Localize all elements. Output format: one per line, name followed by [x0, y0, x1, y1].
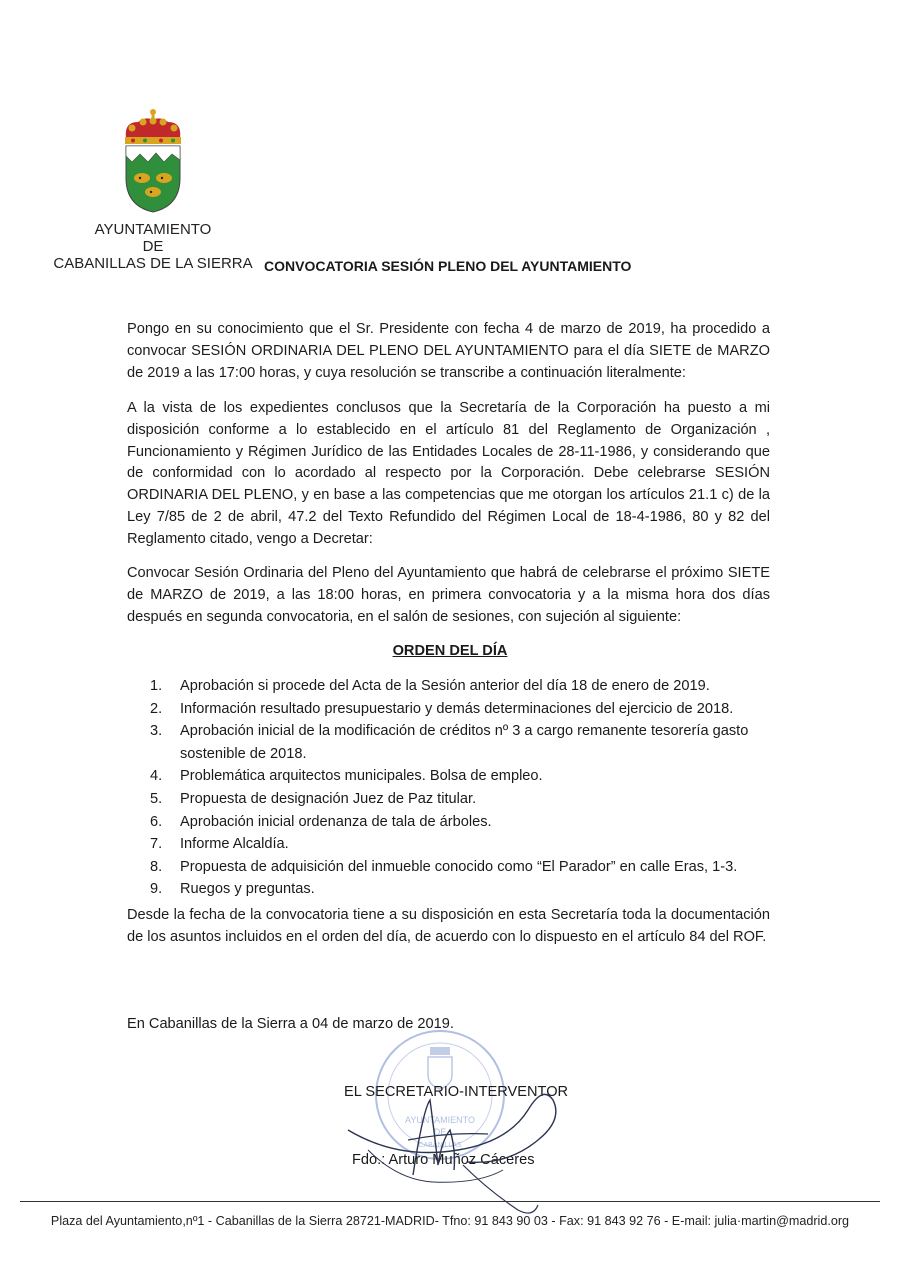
coat-of-arms-logo — [118, 108, 188, 216]
signer-role: EL SECRETARIO-INTERVENTOR — [344, 1084, 569, 1100]
org-name-line-3: CABANILLAS DE LA SIERRA — [53, 255, 253, 272]
paragraph-decree: A la vista de los expedientes conclusos que la Secretaría de la Corporación ha puesto a mi disposición conforme a lo establecido en el artículo 81 del Reglamento de Organización , Funcionamiento y Régimen Jurídico de las Entidades Locales de 28-11-1986, y considerando que de conformidad con lo acordado al respecto por la Corporación. Debe celebrarse SESIÓN ORDINARIA DEL PLENO, y en base a las competencias que me otorgan los artículos 21.1 c) de la Ley 7/85 de 2 de abril, 47.2 del Texto Refundido del Régimen Local de 18-4-1986, 80 y 82 del Reglamento citado, vengo a Decretar: — [127, 400, 770, 547]
footer-divider — [20, 1201, 880, 1202]
document-title: CONVOCATORIA SESIÓN PLENO DEL AYUNTAMIENTO — [264, 258, 632, 274]
agenda-list — [150, 675, 790, 901]
paragraph-documentation: Desde la fecha de la convocatoria tiene a su disposición en esta Secretaría toda la documentación de los asuntos incluidos en el orden del día, de acuerdo con lo dispuesto en el artículo 84 del ROF. — [127, 907, 770, 945]
agenda-item-text: Informe Alcaldía. — [180, 836, 289, 853]
agenda-item-text: Aprobación inicial ordenanza de tala de árboles. — [180, 813, 492, 830]
paragraph-convocation: Convocar Sesión Ordinaria del Pleno del Ayuntamiento que habrá de celebrarse el próximo SIETE de MARZO de 2019, a las 18:00 horas, en primera convocatoria y a la misma hora dos días después en segunda convocatoria, en el salón de sesiones, con sujeción al siguiente: — [127, 565, 770, 625]
agenda-item-number: 2. — [150, 700, 163, 717]
agenda-item-text: Problemática arquitectos municipales. Bolsa de empleo. — [180, 768, 543, 785]
agenda-item-number: 8. — [150, 858, 163, 875]
agenda-item-text: Ruegos y preguntas. — [180, 881, 315, 898]
agenda-item-number: 1. — [150, 678, 163, 694]
organization-name — [44, 221, 262, 272]
date-line: En Cabanillas de la Sierra a 04 de marzo de 2019. — [127, 1016, 454, 1032]
agenda-title: ORDEN DEL DÍA — [392, 643, 508, 659]
agenda-item — [150, 878, 790, 901]
agenda-item-text: Propuesta de adquisición del inmueble conocido como “El Parador” en calle Eras, 1-3. — [180, 858, 738, 875]
agenda-item — [150, 720, 790, 765]
agenda-item-number: 7. — [150, 836, 163, 853]
handwritten-signature — [338, 1070, 588, 1220]
agenda-item-number: 3. — [150, 723, 163, 740]
agenda-item — [150, 811, 790, 834]
agenda-item-number: 9. — [150, 881, 163, 898]
svg-text:DE: DE — [433, 1127, 447, 1137]
svg-text:AYUNTAMIENTO: AYUNTAMIENTO — [404, 1115, 476, 1125]
agenda-item-text: Propuesta de designación Juez de Paz titular. — [180, 790, 477, 807]
agenda-item-text: Información resultado presupuestario y demás determinaciones del ejercicio de 2018. — [180, 700, 734, 717]
org-name-line-1: AYUNTAMIENTO — [94, 221, 212, 238]
agenda-item — [150, 765, 790, 788]
svg-text:CABANILLAS: CABANILLAS — [418, 1142, 462, 1149]
agenda-item — [150, 698, 790, 721]
agenda-item-text: Aprobación si procede del Acta de la Sesión anterior del día 18 de enero de 2019. — [180, 678, 710, 694]
agenda-item — [150, 856, 790, 879]
agenda-item — [150, 833, 790, 856]
agenda-item-number: 4. — [150, 768, 163, 785]
agenda-item — [150, 788, 790, 811]
agenda-item-number: 5. — [150, 790, 163, 807]
paragraph-notice: Pongo en su conocimiento que el Sr. Presidente con fecha 4 de marzo de 2019, ha procedido a convocar SESIÓN ORDINARIA DEL PLENO DEL AYUNTAMIENTO para el día SIETE de MARZO de 2019 a las 17:00 horas, y cuya resolución se transcribe a continuación literalmente: — [127, 321, 770, 381]
agenda-item-number: 6. — [150, 813, 163, 830]
org-name-line-2: DE — [142, 238, 164, 255]
agenda-item — [150, 675, 790, 698]
footer-address: Plaza del Ayuntamiento,nº1 - Cabanillas de la Sierra 28721-MADRID- Tfno: 91 843 90 03 - Fax: 91 843 92 76 - E-mail: julia·martin@madrid.org — [50, 1214, 850, 1228]
agenda-item-text: Aprobación inicial de la modificación de créditos nº 3 a cargo remanente tesorería gasto sostenible de 2018. — [180, 723, 749, 762]
signer-name: Fdo.: Arturo Muñoz Cáceres — [352, 1152, 535, 1168]
